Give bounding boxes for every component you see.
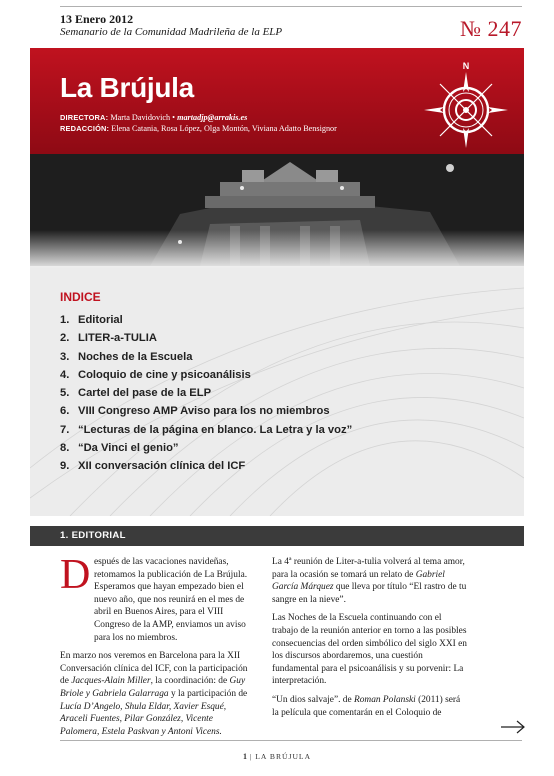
- person-name: Jacques-Alain Miller: [71, 676, 151, 687]
- index-item[interactable]: [60, 348, 352, 366]
- index-item[interactable]: [60, 402, 352, 420]
- drop-cap: D: [60, 552, 91, 598]
- index-item[interactable]: [60, 329, 352, 347]
- index-item-label: Coloquio de cine y psicoanálisis: [78, 368, 251, 381]
- masthead-credits: [60, 112, 337, 134]
- index-item-label: XII conversación clínica del ICF: [78, 460, 246, 473]
- footer-publication-name: LA BRÚJULA: [255, 752, 312, 761]
- index-item-label: VIII Congreso AMP Aviso para los no miembros: [78, 405, 330, 418]
- text-run: (2011) será la película que comentarán en el Coloquio de: [272, 694, 461, 718]
- text-run: La 4ª reunión de Liter-a-tulia volverá al tema amor, para la ocasión se tomará un relato de: [272, 557, 465, 580]
- index-item-number: 8.: [60, 442, 70, 455]
- index-item-number: 6.: [60, 405, 70, 418]
- section-title: 1. EDITORIAL: [60, 530, 126, 541]
- article-column-right: [272, 556, 468, 725]
- compass-north-label: N: [462, 61, 470, 71]
- director-email[interactable]: martadjp@arrakis.es: [177, 113, 248, 122]
- masthead-title: La Brújula: [60, 72, 194, 103]
- arrow-right-icon[interactable]: [500, 720, 526, 734]
- index-item[interactable]: [60, 311, 352, 329]
- index-item-number: 4.: [60, 368, 70, 381]
- index-item-label: Editorial: [78, 314, 123, 326]
- publication-subtitle: Semanario de la Comunidad Madrileña de la ELP: [60, 26, 283, 38]
- compass-icon: [418, 58, 514, 154]
- page-number: 1: [242, 752, 247, 761]
- index-list: [60, 311, 352, 476]
- index-item-number: 1.: [60, 314, 70, 326]
- editorial-paragraph-3: [272, 556, 468, 606]
- index-item-label: Cartel del pase de la ELP: [78, 387, 212, 400]
- page-footer: [0, 752, 554, 761]
- participants-list: Lucía D’Angelo, Shula Eldar, Xavier Esqué, Araceli Fuentes, Pilar González, Vicente Palomera, Estela Paskvan y Antoni Vicens.: [60, 701, 227, 737]
- editorial-paragraph-2: [60, 650, 250, 738]
- redaccion-names: Elena Catania, Rosa López, Olga Montón, Viviana Adatto Bensignor: [111, 124, 337, 133]
- index-item[interactable]: [60, 384, 352, 402]
- issue-number: № 247: [460, 16, 522, 41]
- index-item-number: 2.: [60, 332, 70, 345]
- issue-date: 13 Enero 2012: [60, 12, 134, 26]
- index-item[interactable]: [60, 439, 352, 457]
- index-item-number: 7.: [60, 423, 70, 436]
- text-run: “Un dios salvaje”. de: [272, 694, 355, 705]
- person-name: Gabriel García Márquez: [272, 569, 445, 593]
- director-name: Marta Davidovich •: [110, 113, 176, 122]
- editorial-paragraph-5: [272, 694, 468, 719]
- text-run: En marzo nos veremos en Barcelona para la XII Conversación clínica del ICF, con la participación de: [60, 651, 248, 687]
- text-run: , la coordinación: de: [150, 676, 230, 687]
- index-item[interactable]: [60, 421, 352, 439]
- index-item-number: 5.: [60, 387, 70, 400]
- photo-fade: [30, 230, 524, 270]
- editorial-paragraph-4: Las Noches de la Escuela continuando con el trabajo de la reunión anterior en torno a las posibles consecuencias del orden simbólico del siglo XXI en los discursos abordaremos, una cuestión fundamental para el psicoanálisis y su porvenir: La interpretación.: [272, 613, 467, 687]
- index-item-number: 3.: [60, 350, 70, 363]
- redaccion-label: REDACCIÓN:: [60, 124, 110, 133]
- footer-rule: [60, 740, 522, 741]
- index-item-label: LITER-a-TULIA: [78, 332, 157, 345]
- article-column-left: [60, 552, 250, 744]
- footer-separator: |: [249, 752, 253, 761]
- index-title: INDICE: [60, 290, 101, 304]
- person-name: Guy Briole y Gabriela Galarraga: [60, 676, 246, 699]
- text-run: y la participación de: [168, 688, 248, 699]
- index-item-label: Noches de la Escuela: [78, 350, 193, 363]
- index-item[interactable]: [60, 366, 352, 384]
- top-rule: [60, 6, 522, 7]
- index-item-number: 9.: [60, 460, 70, 473]
- editorial-paragraph-1: espués de las vacaciones navideñas, retomamos la publicación de La Brújula. Esperamos que hayan empezado bien el nuevo año, que nos reunirá en el mes de abril en Buenos Aires, para el VIII Congreso de la AMP, enviamos un aviso para los no miembros.: [94, 557, 248, 643]
- director-label: DIRECTORA:: [60, 113, 109, 122]
- person-name: Roman Polanski: [354, 694, 416, 705]
- text-run: que lleva por título “El rastro de tu sangre en la nieve”.: [272, 582, 467, 605]
- index-item[interactable]: [60, 457, 352, 475]
- index-item-label: “Da Vinci el genio”: [78, 442, 179, 455]
- index-item-label: “Lecturas de la página en blanco. La Letra y la voz”: [78, 423, 353, 436]
